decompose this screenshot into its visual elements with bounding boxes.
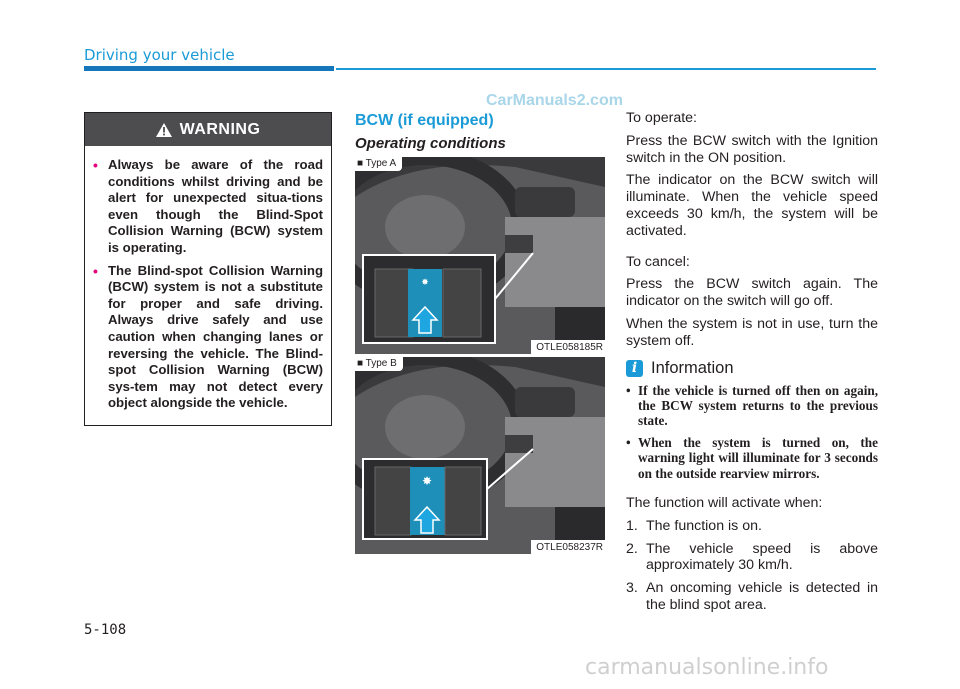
condition-item: 2. The vehicle speed is above approximately 30 km/h. <box>626 540 878 574</box>
information-item: • If the vehicle is turned off then on again, the BCW system returns to the previous state. <box>626 383 878 429</box>
section-title: Driving your vehicle <box>84 46 235 64</box>
information-icon: i <box>626 360 643 377</box>
section-heading: BCW (if equipped) <box>355 112 494 129</box>
warning-list <box>85 146 331 412</box>
right-column <box>626 110 878 620</box>
information-item: • When the system is turned on, the warning light will illuminate for 3 seconds on the outside rearview mirrors. <box>626 435 878 481</box>
information-list <box>626 383 878 481</box>
header-rule-dark <box>84 66 334 71</box>
cancel-paragraph: Press the BCW switch again. The indicator on the switch will go off. <box>626 276 878 310</box>
watermark-top: CarManuals2.com <box>486 92 623 109</box>
svg-text:✸: ✸ <box>421 278 429 288</box>
warning-box <box>84 112 332 426</box>
information-header <box>626 360 878 377</box>
activation-conditions <box>626 518 878 614</box>
dashboard-illustration-b <box>355 357 605 554</box>
figure-code: OTLE058237R <box>531 540 605 554</box>
warning-item: • Always be aware of the road conditions whilst driving and be alert for unexpected situa-tions even though the Blind-Spot Collision Warning (BCW) system is operating. <box>99 157 323 257</box>
warning-triangle-icon <box>156 123 172 137</box>
figure-type-b <box>355 357 605 554</box>
cancel-paragraph: When the system is not in use, turn the system off. <box>626 315 878 349</box>
activate-intro: The function will activate when: <box>626 495 823 511</box>
warning-title: WARNING <box>179 120 261 138</box>
operate-paragraph: The indicator on the BCW switch will illuminate. When the vehicle speed exceeds 30 km/h, the system will be activated. <box>626 172 878 239</box>
warning-item: • The Blind-spot Collision Warning (BCW) system is not a substitute for proper and safe driving. Always drive safely and use caution when changing lanes or reversing the vehicle. The Blind-spot Collision Warning (BCW) sys-tem may not detect every object alongside the vehicle. <box>99 263 323 412</box>
condition-item: 1. The function is on. <box>626 517 762 534</box>
warning-header <box>85 113 331 146</box>
information-title: Information <box>651 358 734 377</box>
condition-item: 3. An oncoming vehicle is detected in the blind spot area. <box>626 580 878 613</box>
operate-paragraph: Press the BCW switch with the Ignition switch in the ON position. <box>626 132 878 166</box>
figure-tag: ■ Type A <box>355 157 402 171</box>
operate-label: To operate: <box>626 110 697 126</box>
header-rule-light <box>336 68 876 70</box>
svg-text:✸: ✸ <box>421 474 433 488</box>
figure-type-a <box>355 157 605 354</box>
cancel-label: To cancel: <box>626 253 690 270</box>
figure-code: OTLE058185R <box>531 340 605 354</box>
page-number: 5-108 <box>84 622 127 638</box>
watermark-bottom: carmanualsonline.info <box>585 655 829 680</box>
figure-tag: ■ Type B <box>355 357 403 371</box>
dashboard-illustration-a <box>355 157 605 354</box>
section-subheading: Operating conditions <box>355 135 506 152</box>
